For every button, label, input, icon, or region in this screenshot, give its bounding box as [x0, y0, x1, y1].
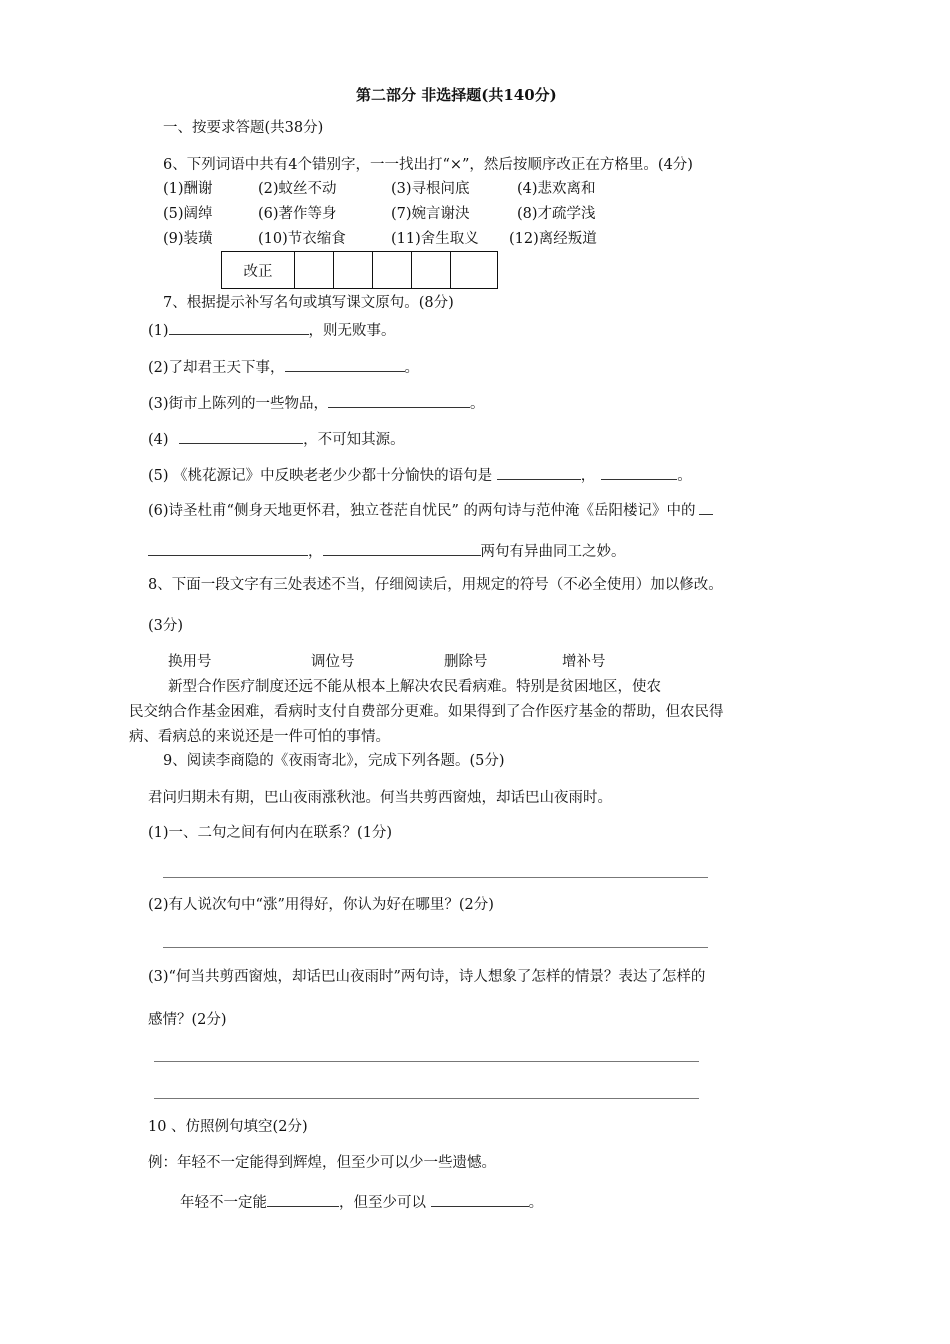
q10-fill-suffix: 。 [528, 1195, 544, 1211]
q7-item-3-prefix: (3)街市上陈列的一些物品， [148, 396, 329, 412]
poem-text: 君问归期未有期，巴山夜雨涨秋池。何当共剪西窗烛，却话巴山夜雨时。 [148, 790, 612, 806]
q7-item-1-suffix: ，则无败事。 [308, 323, 396, 339]
answer-blank[interactable] [601, 465, 677, 480]
q10-example: 例：年轻不一定能得到辉煌，但至少可以少一些遗憾。 [148, 1155, 496, 1171]
q7-item-3 [148, 393, 485, 413]
answer-blank[interactable] [699, 500, 713, 515]
q7-item-4-suffix: ，不可知其源。 [303, 432, 405, 448]
answer-blank[interactable] [148, 541, 308, 556]
answer-blank[interactable] [267, 1192, 339, 1207]
q9-sub-3: (3)“何当共剪西窗烛，却话巴山夜雨时”两句诗，诗人想象了怎样的情景？表达了怎样的 [148, 969, 706, 985]
q6-word-9: (9)装璜 [163, 231, 213, 247]
q8-passage-line: 新型合作医疗制度还远不能从根本上解决农民看病难。特别是贫困地区，使农 [168, 679, 661, 695]
q7-item-4-prefix: (4) [148, 432, 174, 448]
q6-word-6: (6)著作等身 [258, 206, 337, 222]
answer-line[interactable] [163, 947, 708, 948]
q7-item-5-prefix: (5) 《桃花源记》中反映老老少少都十分愉快的语句是 [148, 468, 497, 484]
correction-box[interactable] [451, 252, 498, 289]
q8-passage-line: 病、看病总的来说还是一件可怕的事情。 [129, 729, 390, 745]
answer-blank[interactable] [285, 357, 405, 372]
q7-item-2 [148, 357, 419, 377]
q6-word-3: (3)寻根问底 [391, 181, 470, 197]
q7-item-5-suffix: 。 [677, 468, 692, 484]
correction-box[interactable] [295, 252, 334, 289]
correction-box[interactable] [334, 252, 373, 289]
q7-item-6-cont [148, 541, 626, 561]
question-6-stem: 6、下列词语中共有4个错别字，一一找出打“×”，然后按顺序改正在方格里。(4分) [163, 157, 693, 173]
question-8-stem: 8、下面一段文字有三处表述不当，仔细阅读后，用规定的符号（不必全使用）加以修改。 [148, 577, 723, 593]
q7-item-3-suffix: 。 [470, 396, 485, 412]
section-heading: 一、按要求答题(共38分) [163, 120, 324, 136]
q7-item-2-prefix: (2)了却君王天下事， [148, 360, 285, 376]
answer-blank[interactable] [323, 541, 481, 556]
answer-line[interactable] [154, 1098, 699, 1099]
q7-item-2-suffix: 。 [404, 360, 420, 376]
q7-item-6-sep: ， [308, 544, 323, 560]
q6-word-12: (12)离经叛道 [509, 231, 597, 247]
question-7-stem: 7、根据提示补写名句或填写课文原句。(8分) [163, 295, 454, 311]
correction-grid [221, 251, 498, 289]
answer-blank[interactable] [328, 393, 470, 408]
symbol-replace: 换用号 [168, 654, 212, 670]
q9-sub-1: (1)一、二句之间有何内在联系？(1分) [148, 825, 393, 841]
q6-word-5: (5)阔绰 [163, 206, 213, 222]
question-9-stem: 9、阅读李商隐的《夜雨寄北》，完成下列各题。(5分) [163, 753, 505, 769]
q7-item-5 [148, 465, 692, 485]
correction-label: 改正 [222, 252, 295, 289]
correction-box[interactable] [373, 252, 412, 289]
answer-line[interactable] [163, 877, 708, 878]
page-title: 第二部分 非选择题(共140分) [356, 86, 557, 104]
q6-word-11: (11)舍生取义 [391, 231, 479, 247]
answer-blank[interactable] [497, 465, 581, 480]
answer-blank[interactable] [431, 1192, 529, 1207]
q7-item-1-prefix: (1) [148, 323, 169, 339]
q7-item-6 [148, 500, 713, 520]
q7-item-4 [148, 429, 405, 449]
symbol-reorder: 调位号 [311, 654, 355, 670]
q7-item-6-suffix: 两句有异曲同工之妙。 [480, 544, 626, 560]
q6-word-2: (2)蚊丝不动 [258, 181, 337, 197]
q9-sub-2: (2)有人说次句中“涨”用得好，你认为好在哪里？(2分) [148, 897, 494, 913]
symbol-insert: 增补号 [562, 654, 606, 670]
q6-word-1: (1)酬谢 [163, 181, 213, 197]
answer-blank[interactable] [169, 320, 309, 335]
question-8-score: (3分) [148, 618, 184, 634]
q9-sub-3-cont: 感情？(2分) [148, 1012, 227, 1028]
q8-passage-line: 民交纳合作基金困难，看病时支付自费部分更难。如果得到了合作医疗基金的帮助，但农民得 [129, 704, 724, 720]
q10-fill-prefix: 年轻不一定能 [180, 1195, 267, 1211]
question-10-stem: 10 、仿照例句填空(2分) [148, 1119, 308, 1135]
q6-word-4: (4)悲欢离和 [517, 181, 596, 197]
q7-item-5-sep: ， [580, 468, 596, 484]
q6-word-8: (8)才疏学浅 [517, 206, 596, 222]
correction-box[interactable] [412, 252, 451, 289]
answer-line[interactable] [154, 1061, 699, 1062]
q10-fill [180, 1192, 543, 1212]
q7-item-1 [148, 320, 396, 340]
answer-blank[interactable] [179, 429, 303, 444]
q7-item-6-text: (6)诗圣杜甫“侧身天地更怀君，独立苍茫自忧民” 的两句诗与范仲淹《岳阳楼记》中的 [148, 503, 696, 519]
q6-word-10: (10)节衣缩食 [258, 231, 346, 247]
q6-word-7: (7)婉言谢決 [391, 206, 470, 222]
q10-fill-mid: ，但至少可以 [339, 1195, 431, 1211]
symbol-delete: 删除号 [444, 654, 488, 670]
